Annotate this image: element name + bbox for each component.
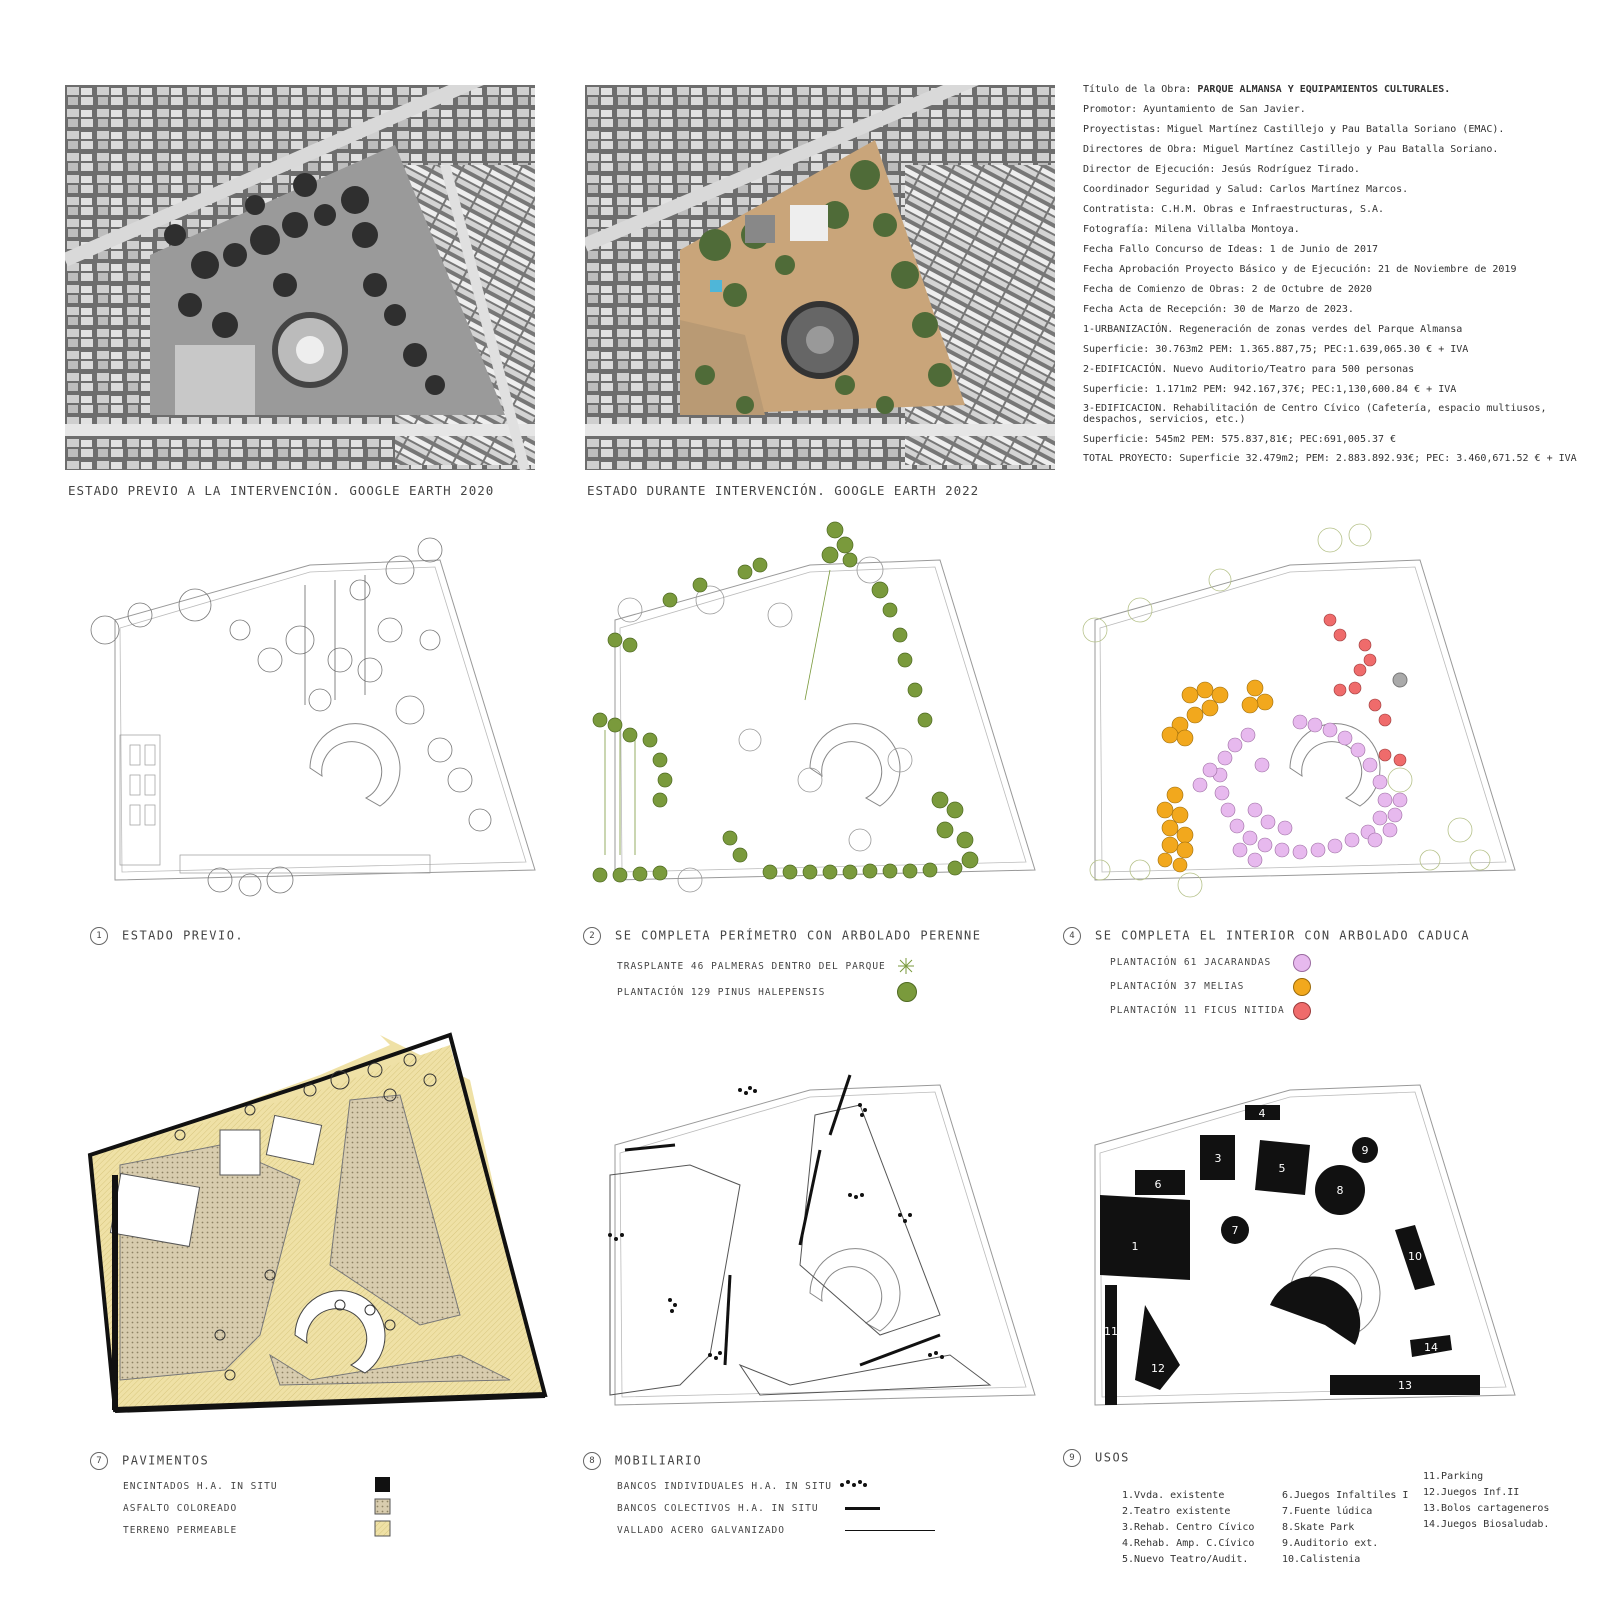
use-label-9: 9: [1361, 1144, 1369, 1157]
plan-7-paving: [70, 1035, 550, 1445]
use-item: 6.Juegos Infaltiles I: [1282, 1490, 1409, 1501]
project-info: [1083, 80, 1583, 469]
ficus-icon: [1292, 1001, 1312, 1021]
use-area-1: [1100, 1195, 1190, 1280]
use-label-6: 6: [1154, 1178, 1162, 1191]
info-line: Promotor: Ayuntamiento de San Javier.: [1083, 104, 1306, 115]
plan-4-title: [1063, 927, 1470, 945]
legend-melia: PLANTACIÓN 37 MELIAS: [1110, 981, 1245, 992]
curbs-swatch: [375, 1477, 390, 1492]
use-label-7: 7: [1231, 1224, 1239, 1237]
aerial-photo-during: [585, 85, 1055, 470]
info-line: Directores de Obra: Miguel Martínez Castillejo y Pau Batalla Soriano.: [1083, 144, 1499, 155]
plan-title-text: PAVIMENTOS: [122, 1453, 210, 1468]
during-photo-caption: ESTADO DURANTE INTERVENCIÓN. GOOGLE EARTH 2022: [587, 483, 980, 498]
plan-8-title: [583, 1452, 702, 1470]
use-label-8: 8: [1336, 1184, 1344, 1197]
jacaranda-icon: [1292, 953, 1312, 973]
info-line: Contratista: C.H.M. Obras e Infraestructuras, S.A.: [1083, 204, 1385, 215]
legend-curbs: ENCINTADOS H.A. IN SITU: [123, 1481, 278, 1492]
plan-number: 9: [1063, 1449, 1081, 1467]
info-line: TOTAL PROYECTO: Superficie 32.479m2; PEM: 2.883.892.93€; PEC: 3.460,671.52 € + IVA: [1083, 453, 1577, 464]
plan-1-title: [90, 927, 244, 945]
plan-2-title: [583, 927, 981, 945]
aerial-photo-before: [65, 85, 535, 470]
individual-bench-icon: [838, 1479, 868, 1489]
plan-number: 7: [90, 1452, 108, 1470]
info-line: Superficie: 545m2 PEM: 575.837,81€; PEC:691,005.37 €: [1083, 434, 1397, 445]
asphalt-swatch: [375, 1499, 390, 1514]
collective-bench-icon: [845, 1507, 880, 1510]
plan-9-title: [1063, 1449, 1130, 1467]
melia-icon: [1292, 977, 1312, 997]
use-item: 1.Vvda. existente: [1122, 1490, 1225, 1501]
plan-number: 2: [583, 927, 601, 945]
plan-title-text: MOBILIARIO: [615, 1453, 703, 1468]
legend-palm: TRASPLANTE 46 PALMERAS DENTRO DEL PARQUE: [617, 961, 886, 972]
use-item: 4.Rehab. Amp. C.Cívico: [1122, 1538, 1255, 1549]
legend-jacaranda: PLANTACIÓN 61 JACARANDAS: [1110, 957, 1272, 968]
plan-2-perimeter-trees: [560, 510, 1040, 920]
info-line: Director de Ejecución: Jesús Rodríguez Tirado.: [1083, 164, 1360, 175]
permeable-swatch: [375, 1521, 390, 1536]
fence-icon: [845, 1530, 935, 1531]
legend-fence: VALLADO ACERO GALVANIZADO: [617, 1525, 785, 1536]
info-line: 2-EDIFICACIÓN. Nuevo Auditorio/Teatro para 500 personas: [1083, 364, 1415, 375]
pine-icon: [896, 981, 918, 1003]
info-line: Fecha Aprobación Proyecto Básico y de Ejecución: 21 de Noviembre de 2019: [1083, 264, 1517, 275]
use-item: 2.Teatro existente: [1122, 1506, 1231, 1517]
use-item: 9.Auditorio ext.: [1282, 1538, 1379, 1549]
use-label-2: 2: [1306, 1330, 1314, 1343]
project-title: PARQUE ALMANSA Y EQUIPAMIENTOS CULTURALES.: [1197, 84, 1451, 95]
info-line: 3-EDIFICACIÓN. Rehabilitación de Centro Cívico (Cafetería, espacio multiusos, despachos, servicios, etc.): [1083, 403, 1547, 425]
info-line: 1-URBANIZACIÓN. Regeneración de zonas verdes del Parque Almansa: [1083, 324, 1463, 335]
legend-collective-benches: BANCOS COLECTIVOS H.A. IN SITU: [617, 1503, 819, 1514]
uses-list-col1: [1122, 1488, 1254, 1568]
aerial-photo-during-image: [585, 85, 1055, 470]
use-item: 5.Nuevo Teatro/Audit.: [1122, 1554, 1249, 1565]
project-title-line: [1083, 80, 1583, 100]
use-area-11: [1105, 1285, 1117, 1405]
legend-ficus: PLANTACIÓN 11 FICUS NITIDA: [1110, 1005, 1285, 1016]
plan-title-text: SE COMPLETA EL INTERIOR CON ARBOLADO CADUCA: [1095, 928, 1471, 943]
use-label-12: 12: [1151, 1362, 1165, 1375]
use-label-11: 11: [1104, 1325, 1118, 1338]
use-item: 8.Skate Park: [1282, 1522, 1355, 1533]
info-line: Fecha de Comienzo de Obras: 2 de Octubre de 2020: [1083, 284, 1372, 295]
plan-number: 8: [583, 1452, 601, 1470]
use-label-10: 10: [1408, 1250, 1422, 1263]
palm-icon: [897, 957, 915, 975]
plan-title-text: ESTADO PREVIO.: [122, 928, 245, 943]
info-line: Fecha Fallo Concurso de Ideas: 1 de Junio de 2017: [1083, 244, 1379, 255]
legend-asphalt: ASFALTO COLOREADO: [123, 1503, 238, 1514]
uses-list-col2: [1282, 1488, 1408, 1568]
plan-number: 1: [90, 927, 108, 945]
plan-title-text: USOS: [1095, 1450, 1130, 1465]
use-label-5: 5: [1278, 1162, 1286, 1175]
use-label-13: 13: [1398, 1379, 1412, 1392]
use-label-3: 3: [1214, 1152, 1222, 1165]
use-item: 10.Calistenia: [1282, 1554, 1361, 1565]
info-line: Superficie: 30.763m2 PEM: 1.365.887,75; PEC:1.639,065.30 € + IVA: [1083, 344, 1469, 355]
aerial-photo-before-image: [65, 85, 535, 470]
use-item: 13.Bolos cartageneros: [1423, 1503, 1550, 1514]
use-label-4: 4: [1258, 1107, 1266, 1120]
before-photo-caption: ESTADO PREVIO A LA INTERVENCIÓN. GOOGLE EARTH 2020: [68, 483, 495, 498]
info-line: Fotografía: Milena Villalba Montoya.: [1083, 224, 1300, 235]
plan-1-existing: [60, 510, 540, 920]
use-label-14: 14: [1424, 1341, 1438, 1354]
use-item: 3.Rehab. Centro Cívico: [1122, 1522, 1255, 1533]
plan-8-furniture: [560, 1035, 1040, 1445]
plan-9-uses: [1040, 1035, 1520, 1445]
use-area-2: [1270, 1276, 1360, 1345]
plan-number: 4: [1063, 927, 1081, 945]
info-line: Fecha Acta de Recepción: 30 de Marzo de 2023.: [1083, 304, 1354, 315]
info-line: Coordinador Seguridad y Salud: Carlos Martínez Marcos.: [1083, 184, 1409, 195]
info-line: Superficie: 1.171m2 PEM: 942.167,37€; PEC:1,130,600.84 € + IVA: [1083, 384, 1457, 395]
project-title-label: Título de la Obra:: [1083, 84, 1198, 95]
use-label-1: 1: [1131, 1240, 1139, 1253]
plan-title-text: SE COMPLETA PERÍMETRO CON ARBOLADO PERENNE: [615, 928, 982, 943]
use-item: 11.Parking: [1423, 1471, 1484, 1482]
info-line: Proyectistas: Miguel Martínez Castillejo y Pau Batalla Soriano (EMAC).: [1083, 124, 1505, 135]
legend-permeable: TERRENO PERMEABLE: [123, 1525, 238, 1536]
plan-7-title: [90, 1452, 209, 1470]
uses-list-col3: [1423, 1469, 1549, 1533]
use-area-12: [1135, 1305, 1180, 1390]
use-item: 14.Juegos Biosaludab.: [1423, 1519, 1550, 1530]
legend-individual-benches: BANCOS INDIVIDUALES H.A. IN SITU: [617, 1481, 833, 1492]
plan-4-interior-trees: [1040, 510, 1520, 920]
legend-pine: PLANTACIÓN 129 PINUS HALEPENSIS: [617, 987, 826, 998]
uses-shapes: [1100, 1105, 1480, 1405]
use-item: 7.Fuente lúdica: [1282, 1506, 1373, 1517]
use-item: 12.Juegos Inf.II: [1423, 1487, 1520, 1498]
